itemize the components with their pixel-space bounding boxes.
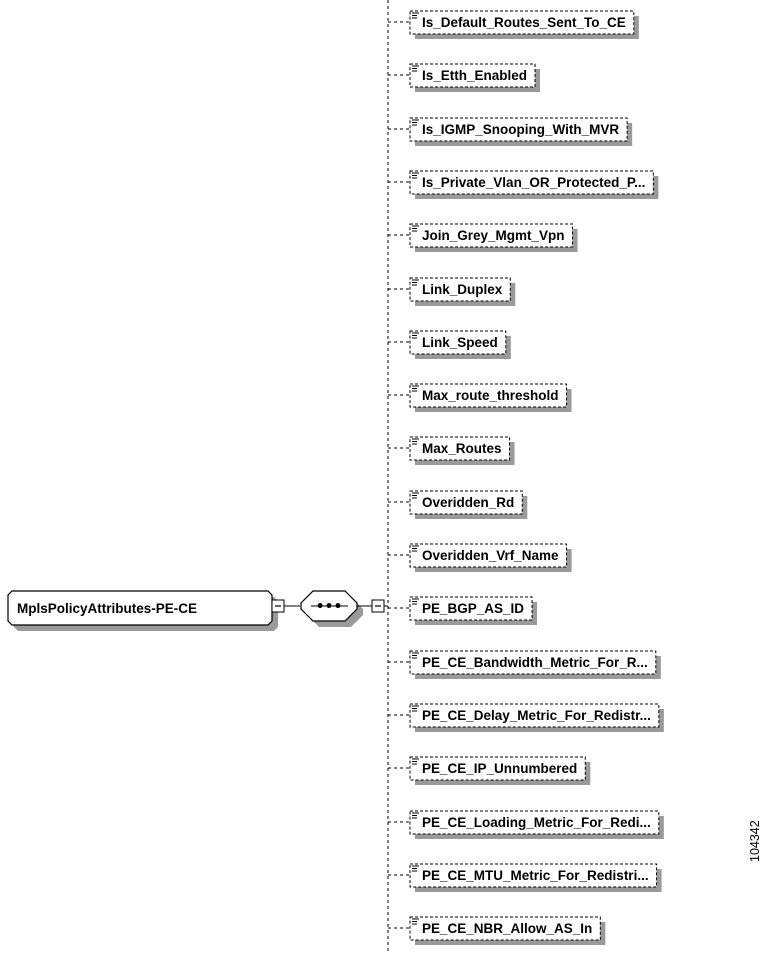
element-label: Join_Grey_Mgmt_Vpn — [422, 228, 565, 243]
schema-element[interactable] — [388, 651, 661, 679]
schema-element[interactable] — [388, 544, 572, 572]
schema-element[interactable] — [388, 331, 511, 359]
element-label: Max_Routes — [422, 441, 502, 456]
schema-element[interactable] — [388, 171, 658, 199]
schema-element[interactable] — [388, 437, 515, 465]
element-label: PE_CE_Delay_Metric_For_Redistr... — [422, 708, 651, 723]
schema-element[interactable] — [388, 491, 527, 519]
element-label: Is_Etth_Enabled — [422, 68, 528, 83]
element-label: Is_Default_Routes_Sent_To_CE — [422, 15, 626, 30]
element-label: PE_BGP_AS_ID — [422, 601, 525, 616]
figure-id: 104342 — [748, 820, 762, 862]
schema-element[interactable] — [388, 864, 662, 892]
element-label: PE_CE_IP_Unnumbered — [422, 761, 578, 776]
schema-element[interactable] — [388, 811, 664, 839]
element-label: Max_route_threshold — [422, 388, 559, 403]
sequence-glyph: ••• — [315, 599, 343, 615]
element-label: PE_CE_MTU_Metric_For_Redistri... — [422, 868, 649, 883]
element-label: Is_Private_Vlan_OR_Protected_P... — [422, 175, 646, 190]
schema-element[interactable] — [388, 757, 590, 785]
element-label: Overidden_Rd — [422, 495, 515, 510]
element-label: Is_IGMP_Snooping_With_MVR — [422, 122, 620, 137]
root-element-label: MplsPolicyAttributes-PE-CE — [17, 601, 198, 616]
schema-element[interactable] — [388, 64, 540, 92]
schema-element[interactable] — [388, 278, 515, 306]
schema-element[interactable] — [388, 917, 605, 945]
schema-element[interactable] — [388, 118, 632, 146]
schema-element[interactable] — [388, 11, 639, 39]
element-label: PE_CE_Bandwidth_Metric_For_R... — [422, 655, 648, 670]
sequence-collapse-toggle[interactable] — [372, 600, 384, 612]
element-label: PE_CE_Loading_Metric_For_Redi... — [422, 815, 651, 830]
schema-element[interactable] — [388, 384, 572, 412]
element-label: Link_Duplex — [422, 282, 503, 297]
element-label: PE_CE_NBR_Allow_AS_In — [422, 921, 593, 936]
schema-element[interactable] — [388, 704, 664, 732]
element-label: Link_Speed — [422, 335, 498, 350]
schema-element[interactable] — [388, 224, 578, 252]
root-collapse-toggle[interactable] — [272, 600, 284, 612]
element-label: Overidden_Vrf_Name — [422, 548, 559, 563]
schema-element[interactable] — [388, 597, 537, 625]
